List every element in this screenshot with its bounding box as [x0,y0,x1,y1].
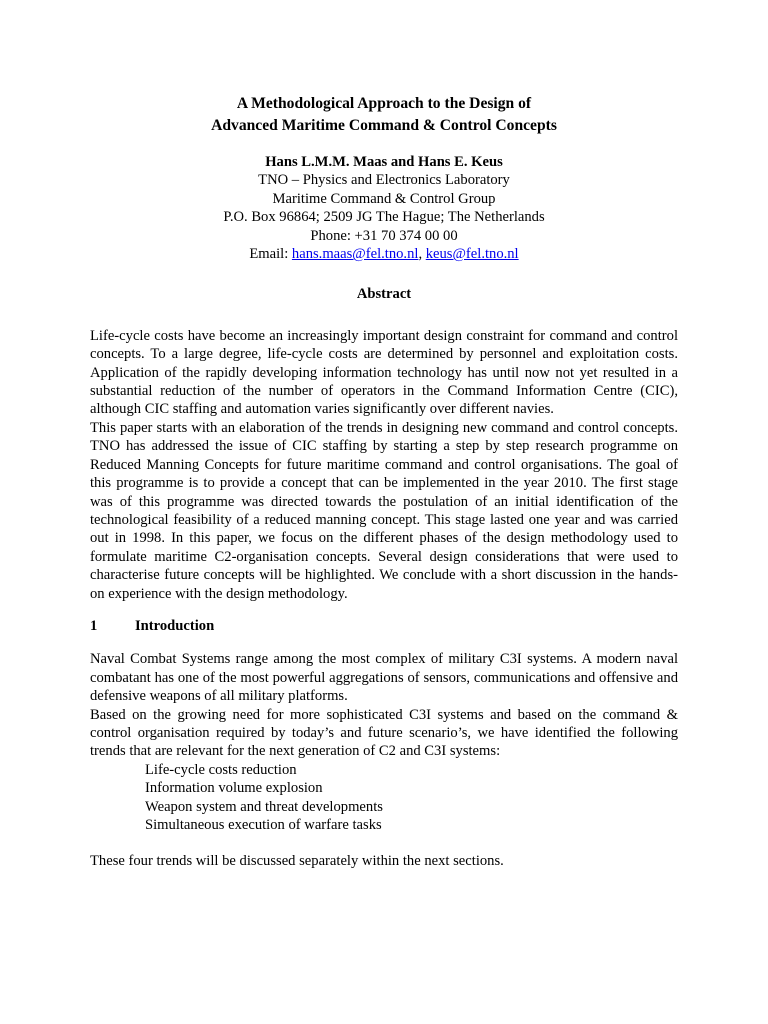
email-link-keus[interactable]: keus@fel.tno.nl [425,246,519,263]
author-address: P.O. Box 96864; 2509 JG The Hague; The Netherlands [223,209,545,226]
section-title: Introduction [135,617,215,634]
list-item: Weapon system and threat developments [145,798,383,815]
author-names: Hans L.M.M. Maas and Hans E. Keus [265,154,503,170]
abstract-body [90,327,678,603]
author-email-line [90,245,678,263]
email-link-maas[interactable]: hans.maas@fel.tno.nl [291,246,419,263]
intro-closing-paragraph: These four trends will be discussed separately within the next sections. [90,853,504,870]
list-item: Simultaneous execution of warfare tasks [145,817,382,833]
list-item: Life-cycle costs reduction [145,761,297,778]
paper-title [90,93,678,137]
author-block [90,153,678,263]
paper-title-line-2: Advanced Maritime Command & Control Concepts [211,117,557,134]
section-heading-introduction [90,617,678,635]
introduction-body [90,650,678,870]
intro-paragraph-1: Naval Combat Systems range among the most complex of military C3I systems. A modern naval combatant has one of the most powerful aggregations of sensors, communications and offensive and defensive weapons of all military platforms. [90,651,678,705]
paper-title-line-1: A Methodological Approach to the Design of [236,95,532,112]
author-affiliation: TNO – Physics and Electronics Laboratory [258,172,510,189]
trend-list [90,761,678,835]
abstract-paragraph-2: This paper starts with an elaboration of the trends in designing new command and control concepts. TNO has addressed the issue of CIC staffing by starting a step by step research programme on Reduced Manning Concepts for future maritime command and control organisations. The goal of this programme is to provide a concept that can be implemented in the year 2010. The first stage was of this programme was directed towards the postulation of an initial identification of the technological feasibility of a reduced manning concept. This stage lasted one year and was carried out in 1998. In this paper, we focus on the different phases of the design methodology used to formulate maritime C2-organisation concepts. Several design considerations that were used to characterise future concepts will be highlighted. We conclude with a short discussion in the hands-on experience with the design methodology. [90,419,678,602]
list-item: Information volume explosion [145,780,323,797]
author-group: Maritime Command & Control Group [272,190,496,207]
email-separator: , [418,246,426,263]
abstract-paragraph-1: Life-cycle costs have become an increasingly important design constraint for command and control concepts. To a large degree, life-cycle costs are determined by personnel and exploitation costs. Application of the rapidly developing information technology has until now not yet resulted in a substantial reduction of the number of operators in the Command Information Centre (CIC), although CIC staffing and automation varies significantly over different navies. [90,327,678,418]
section-number: 1 [90,617,98,634]
author-phone: Phone: +31 70 374 00 00 [310,227,458,244]
abstract-heading: Abstract [356,286,412,303]
email-label: Email: [249,246,292,263]
intro-paragraph-2: Based on the growing need for more sophisticated C3I systems and based on the command & control organisation required by today’s and future scenario’s, we have identified the following trends that are relevant for the next generation of C2 and C3I systems: [90,706,678,760]
